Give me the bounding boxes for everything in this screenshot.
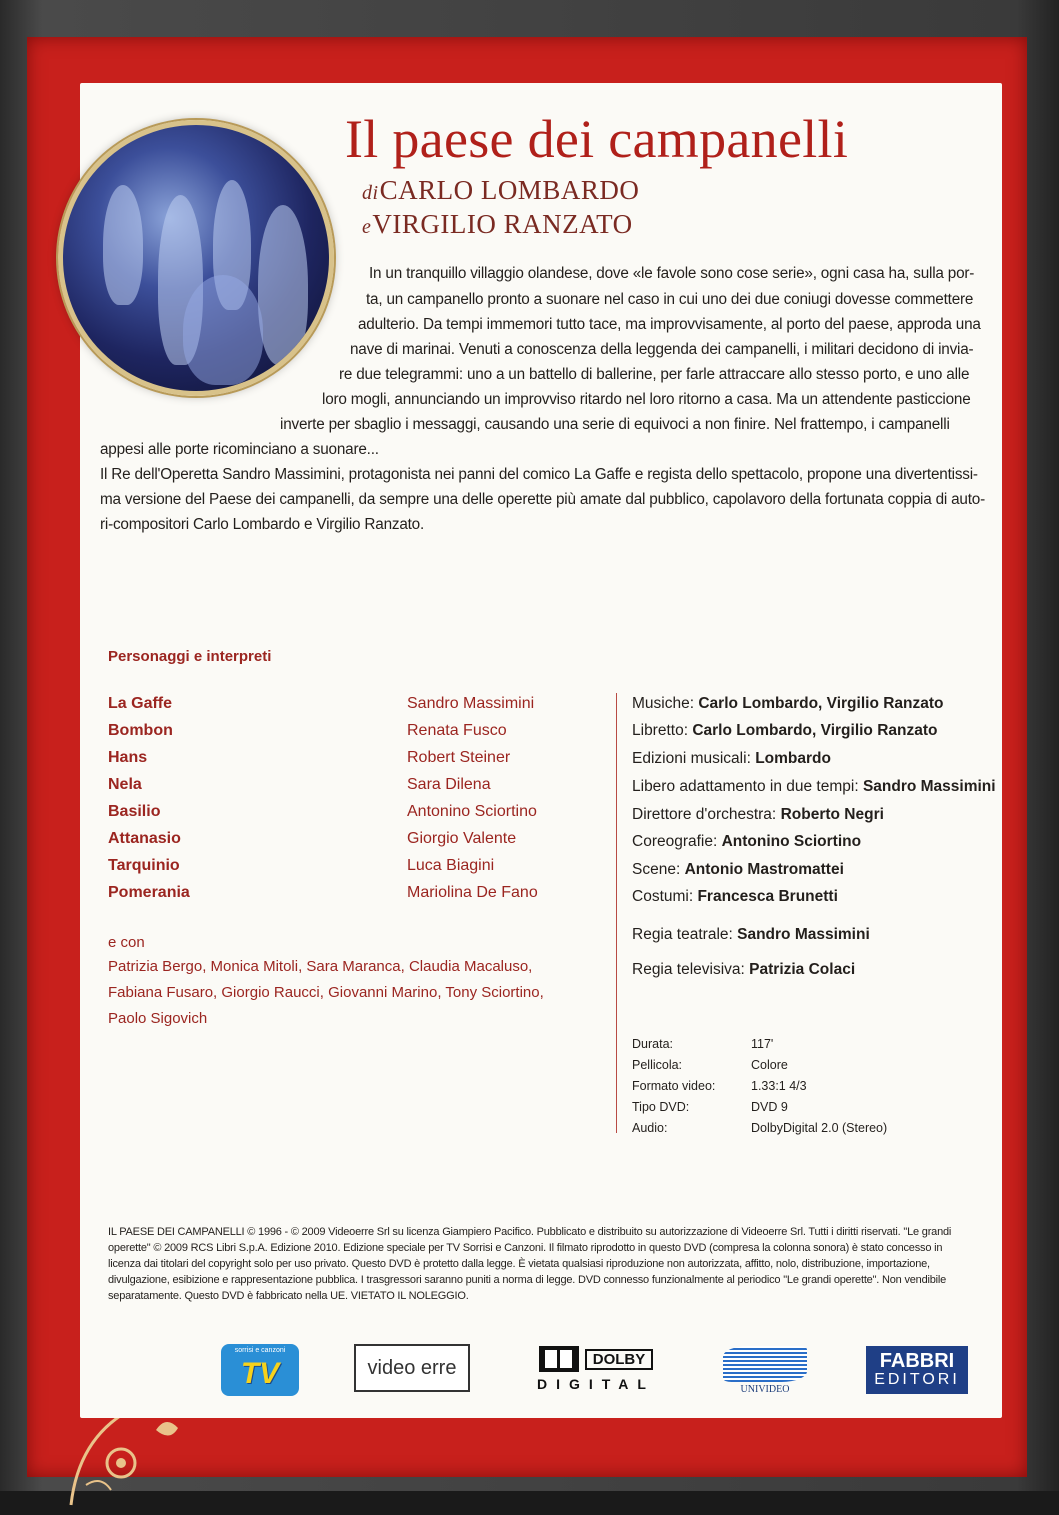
univideo-wave-icon: [723, 1346, 807, 1382]
cast-role: Tarquinio: [108, 857, 180, 874]
cast-role: Bombon: [108, 722, 173, 739]
additional-cast-line: Paolo Sigovich: [108, 1010, 208, 1027]
tech-label: Tipo DVD:: [632, 1100, 690, 1114]
univideo-logo: [720, 1344, 810, 1396]
fabbri-editori-logo: [866, 1346, 968, 1394]
legal-notice: IL PAESE DEI CAMPANELLI © 1996 - © 2009 Videoerre Srl su licenza Giampiero Pacifico. Pubblicato e distribuito su autorizzazione di Videoerre Srl. Tutti i diritti riservati. "Le grandi operette" © 2009 RCS Libri S.p.A. Edizione 2010. Edizione speciale per TV Sorrisi e Canzoni. Il filmato riprodotto in questo DVD (compresa la colonna sonora) è stato concesso in licenza dai titolari del copyright solo per uso privato. Questo DVD è protetto dalla legge. È vietata qualsiasi riproduzione non autorizzata, affitto, nolo, distribuzione, importazione, divulgazione, esibizione e rappresentazione pubblica. I trasgressori saranno puniti a norma di legge. DVD connesso funzionalmente al periodico "Le grandi operette". Non vendibile separatamente. Questo DVD è fabbricato nella UE. VIETATO IL NOLEGGIO.: [108, 1226, 952, 1302]
double-d-icon: [539, 1346, 579, 1372]
synopsis-line: Il Re dell'Operetta Sandro Massimini, protagonista nei panni del comico La Gaffe e regista dello spettacolo, propone una divertentissi-: [100, 466, 978, 483]
tv-logo-text: TV: [240, 1357, 280, 1390]
cast-role: Nela: [108, 776, 142, 793]
page-title: Il paese dei campanelli: [345, 109, 849, 169]
synopsis-line: loro mogli, annunciando un improvviso ritardo nel loro ritorno a casa. Ma un attendente pasticcione: [322, 391, 971, 408]
tech-label: Formato video:: [632, 1079, 716, 1093]
synopsis-line: ma versione del Paese dei campanelli, da sempre una delle operette più amate dal pubblico, capolavoro della fortunata coppia di auto-: [100, 491, 985, 508]
tech-value: 1.33:1 4/3: [751, 1079, 807, 1093]
credit-row: Libretto: Carlo Lombardo, Virgilio Ranzato: [632, 722, 938, 739]
tech-label: Durata:: [632, 1037, 673, 1051]
synopsis-line: re due telegrammi: uno a un battello di ballerine, per farle attraccare allo stesso porto, e uno alle: [339, 366, 970, 383]
videoerre-logo-text: video erre: [367, 1357, 457, 1379]
synopsis-line: nave di marinai. Venuti a conoscenza della leggenda dei campanelli, i militari decidono di invia-: [350, 341, 974, 358]
cast-heading: Personaggi e interpreti: [108, 648, 272, 665]
credit-row: Musiche: Carlo Lombardo, Virgilio Ranzato: [632, 695, 944, 712]
cast-actor: Sara Dilena: [407, 776, 491, 793]
cast-actor: Mariolina De Fano: [407, 884, 538, 901]
cast-role: Basilio: [108, 803, 161, 820]
credit-row: Regia teatrale: Sandro Massimini: [632, 926, 870, 943]
dolby-digital-word: DIGITAL: [537, 1376, 655, 1392]
credit-row: Regia televisiva: Patrizia Colaci: [632, 961, 856, 978]
cast-role: Attanasio: [108, 830, 181, 847]
cast-actor: Robert Steiner: [407, 749, 511, 766]
cast-actor: Renata Fusco: [407, 722, 507, 739]
author-line-2: eVIRGILIO RANZATO: [362, 209, 633, 239]
dolby-word: DOLBY: [585, 1349, 654, 1370]
univideo-label: UNIVIDEO: [740, 1383, 790, 1395]
additional-cast-line: Patrizia Bergo, Monica Mitoli, Sara Maranca, Claudia Macaluso,: [108, 958, 533, 975]
column-divider: [616, 693, 617, 1133]
cast-role: Pomerania: [108, 884, 190, 901]
opera-scene-photo: [58, 120, 334, 396]
synopsis-line: ri-compositori Carlo Lombardo e Virgilio Ranzato.: [100, 516, 425, 533]
tv-logo-caption: sorrisi e canzoni: [234, 1347, 286, 1354]
videoerre-logo: [354, 1344, 470, 1392]
dolby-digital-logo: [528, 1344, 664, 1394]
synopsis-line: In un tranquillo villaggio olandese, dove «le favole sono cose serie», ogni casa ha, sulla por-: [369, 265, 975, 282]
synopsis-line: adulterio. Da tempi immemori tutto tace, ma improvvisamente, al porto del paese, approda una: [358, 316, 981, 333]
credit-row: Libero adattamento in due tempi: Sandro Massimini: [632, 778, 996, 795]
tech-value: DolbyDigital 2.0 (Stereo): [751, 1121, 888, 1135]
credit-row: Coreografie: Antonino Sciortino: [632, 833, 862, 850]
synopsis-line: ta, un campanello pronto a suonare nel caso in cui uno dei due coniugi dovesse commettere: [366, 291, 974, 308]
cast-role: Hans: [108, 749, 148, 766]
author-line-1: diCARLO LOMBARDO: [362, 175, 640, 205]
cast-actor: Antonino Sciortino: [407, 803, 537, 820]
tech-label: Audio:: [632, 1121, 668, 1135]
credit-row: Direttore d'orchestra: Roberto Negri: [632, 806, 884, 823]
tech-value: DVD 9: [751, 1100, 788, 1114]
credit-row: Edizioni musicali: Lombardo: [632, 750, 831, 767]
additional-cast-label: e con: [108, 934, 145, 951]
fabbri-word: FABBRI: [879, 1350, 955, 1372]
tech-value: Colore: [751, 1058, 788, 1072]
editori-word: EDITORI: [874, 1371, 960, 1388]
cast-role: La Gaffe: [108, 695, 173, 712]
tech-value: 117': [751, 1037, 774, 1051]
cast-actor: Giorgio Valente: [407, 830, 517, 847]
tv-sorrisi-logo: [221, 1344, 299, 1396]
synopsis-line: inverte per sbaglio i messaggi, causando una serie di equivoci a non finire. Nel frattempo, i campanelli: [280, 416, 950, 433]
synopsis-line: appesi alle porte ricominciano a suonare...: [100, 441, 379, 458]
cast-actor: Sandro Massimini: [407, 695, 535, 712]
additional-cast-line: Fabiana Fusaro, Giorgio Raucci, Giovanni Marino, Tony Sciortino,: [108, 984, 544, 1001]
tech-label: Pellicola:: [632, 1058, 683, 1072]
credit-row: Scene: Antonio Mastromattei: [632, 861, 844, 878]
cast-actor: Luca Biagini: [407, 857, 495, 874]
credit-row: Costumi: Francesca Brunetti: [632, 888, 838, 905]
